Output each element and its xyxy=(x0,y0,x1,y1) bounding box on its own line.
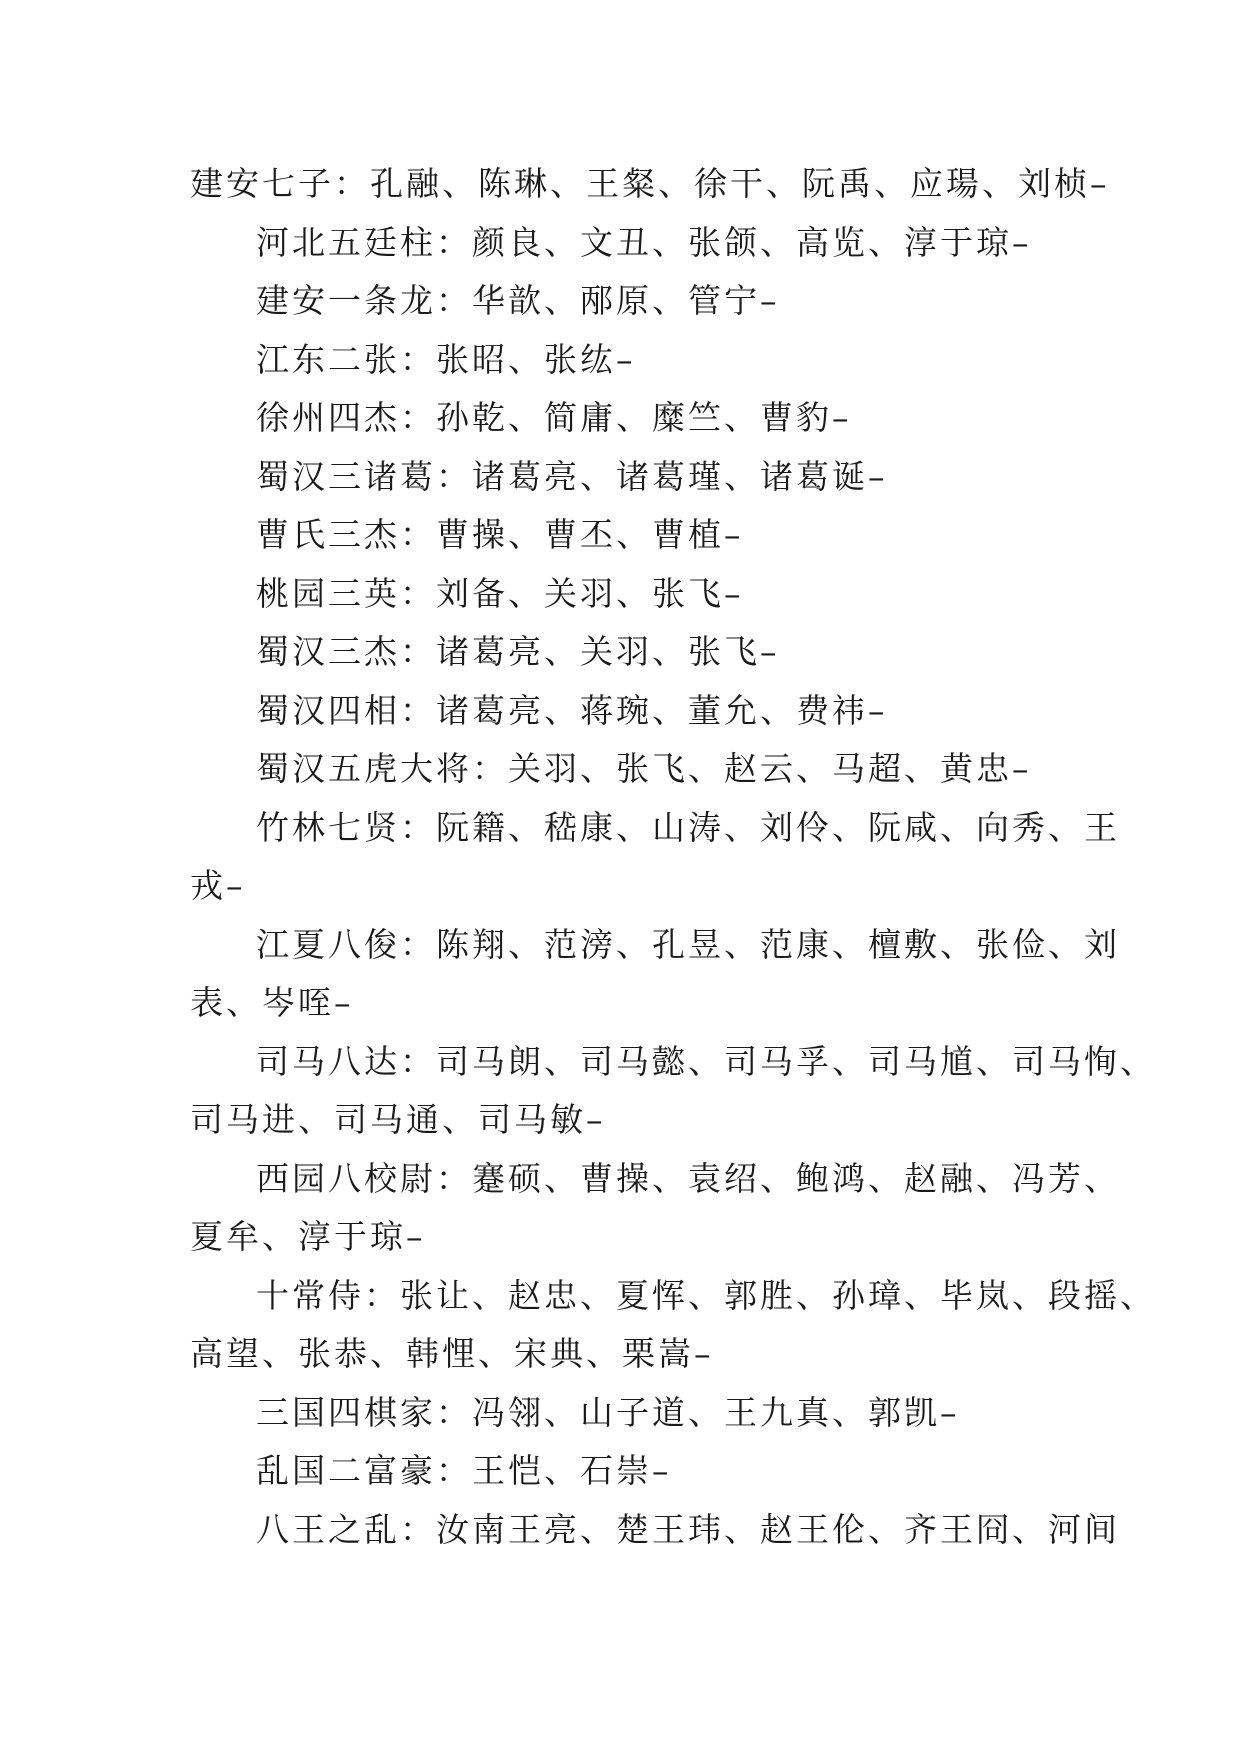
text-line: 蜀汉三杰：诸葛亮、关羽、张飞– xyxy=(256,632,780,671)
text-line: 建安七子：孔融、陈琳、王粲、徐干、阮禹、应瑒、刘桢– xyxy=(190,164,1110,203)
text-line: 西园八校尉：蹇硕、曹操、袁绍、鲍鸿、赵融、冯芳、 xyxy=(256,1158,1120,1198)
text-line: 司马进、司马通、司马敏– xyxy=(190,1100,606,1139)
text-line: 表、岑咥– xyxy=(190,983,354,1022)
document-body xyxy=(190,155,1156,1559)
text-line: 江东二张：张昭、张纮– xyxy=(256,339,636,379)
text-line: 蜀汉三诸葛：诸葛亮、诸葛瑾、诸葛诞– xyxy=(256,456,888,496)
text-line: 乱国二富豪：王恺、石崇– xyxy=(256,1451,672,1490)
text-line: 竹林七贤：阮籍、嵇康、山涛、刘伶、阮咸、向秀、王 xyxy=(256,807,1120,847)
text-line: 曹氏三杰：曹操、曹丕、曹植– xyxy=(256,515,744,554)
text-line: 高望、张恭、韩悝、宋典、栗嵩– xyxy=(190,1334,714,1373)
text-line: 建安一条龙：华歆、邴原、管宁– xyxy=(256,281,780,320)
text-line: 三国四棋家：冯翎、山子道、王九真、郭凯– xyxy=(256,1392,960,1432)
text-line: 桃园三英：刘备、关羽、张飞– xyxy=(256,573,744,613)
text-line: 八王之乱：汝南王亮、楚王玮、赵王伦、齐王冏、河间 xyxy=(256,1509,1120,1549)
text-line: 十常侍：张让、赵忠、夏恽、郭胜、孙璋、毕岚、段摇、 xyxy=(256,1275,1156,1315)
text-line: 司马八达：司马朗、司马懿、司马孚、司马馗、司马恂、 xyxy=(256,1041,1156,1081)
text-line: 河北五廷柱：颜良、文丑、张颌、高览、淳于琼– xyxy=(256,222,1032,262)
text-line: 蜀汉四相：诸葛亮、蒋琬、董允、费祎– xyxy=(256,690,888,730)
text-line: 戎– xyxy=(190,866,246,905)
text-line: 徐州四杰：孙乾、简庸、糜竺、曹豹– xyxy=(256,398,852,437)
text-line: 蜀汉五虎大将：关羽、张飞、赵云、马超、黄忠– xyxy=(256,749,1032,788)
text-line: 江夏八俊：陈翔、范滂、孔昱、范康、檀敷、张俭、刘 xyxy=(256,924,1120,964)
text-line: 夏牟、淳于琼– xyxy=(190,1217,426,1256)
